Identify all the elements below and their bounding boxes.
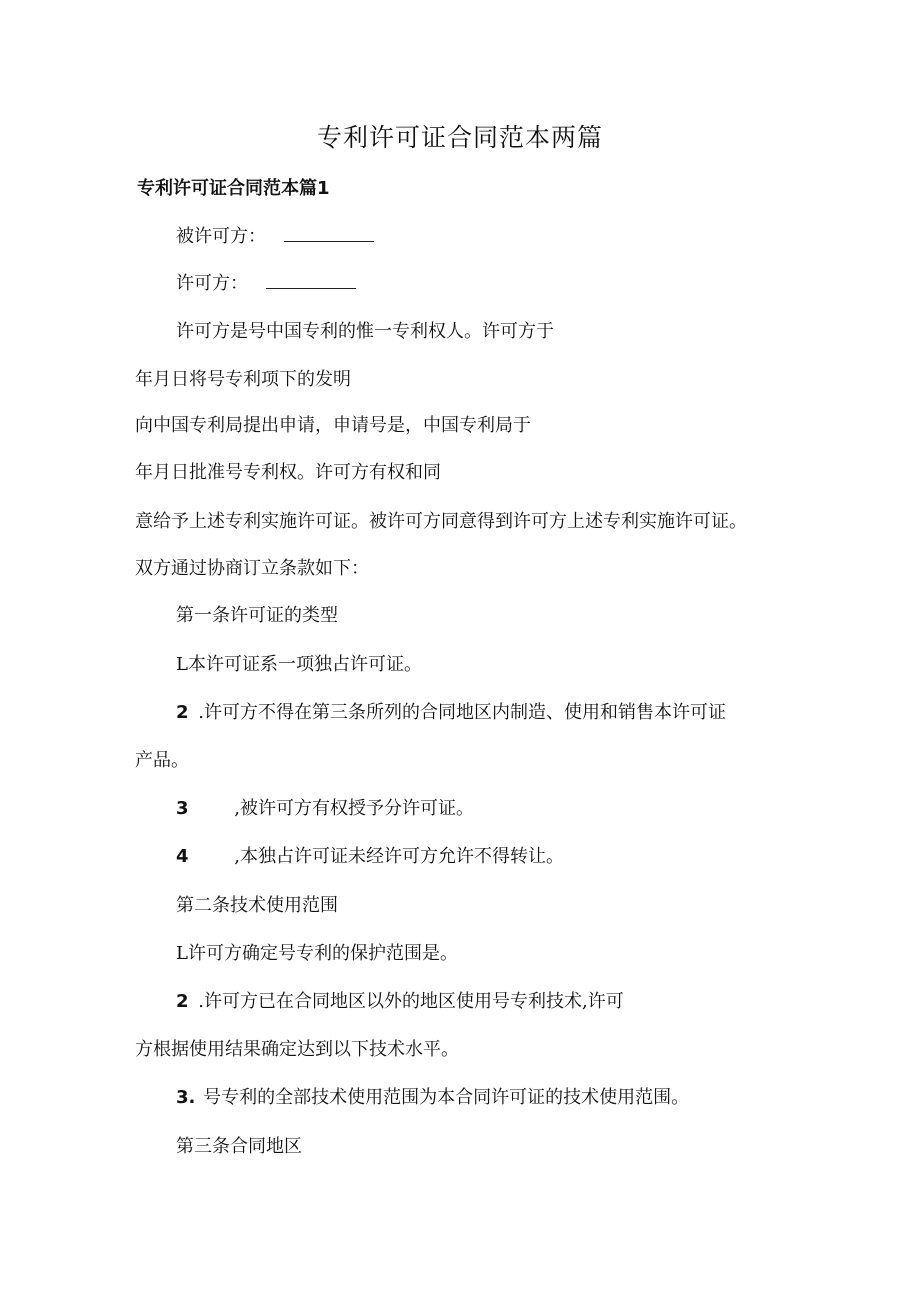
licensor-blank xyxy=(266,272,356,289)
licensor-line xyxy=(176,272,356,296)
licensee-blank xyxy=(284,225,374,242)
article1-item2 xyxy=(176,701,726,725)
paragraph-5: 意给予上述专利实施许可证。被许可方同意得到许可方上述专利实施许可证。 xyxy=(135,511,747,532)
article1-item1: L本许可证系一项独占许可证。 xyxy=(176,654,422,675)
article2-item2 xyxy=(176,990,624,1014)
item-text: ,被许可方有权授予分许可证。 xyxy=(234,798,474,819)
article2-item2-cont: 方根据使用结果确定达到以下技术水平。 xyxy=(135,1039,459,1060)
article2-title: 第二条技术使用范围 xyxy=(176,895,338,916)
licensee-line xyxy=(176,225,374,249)
article1-title: 第一条许可证的类型 xyxy=(176,605,338,626)
paragraph-3: 向中国专利局提出申请，申请号是，中国专利局于 xyxy=(135,415,531,436)
item-number: 2 xyxy=(176,991,189,1012)
item-number: 3 xyxy=(176,798,189,819)
document-title: 专利许可证合同范本两篇 xyxy=(316,123,603,152)
article2-item3 xyxy=(176,1086,689,1110)
item-number: 3. xyxy=(176,1087,196,1108)
article3-title: 第三条合同地区 xyxy=(176,1136,302,1157)
item-number: 4 xyxy=(176,846,189,867)
licensee-label: 被许可方： xyxy=(176,226,266,247)
item-number: 2 xyxy=(176,702,189,723)
item-text: .许可方不得在第三条所列的合同地区内制造、使用和销售本许可证 xyxy=(198,702,726,723)
article1-item2-cont: 产品。 xyxy=(135,750,189,771)
item-text: 号专利的全部技术使用范围为本合同许可证的技术使用范围。 xyxy=(203,1087,690,1108)
paragraph-2: 年月日将号专利项下的发明 xyxy=(135,369,351,390)
section-heading: 专利许可证合同范本篇1 xyxy=(137,178,330,199)
licensor-label: 许可方： xyxy=(176,273,248,294)
article2-item1: L许可方确定号专利的保护范围是。 xyxy=(176,943,458,964)
item-text: ,本独占许可证未经许可方允许不得转让。 xyxy=(234,846,564,867)
paragraph-6: 双方通过协商订立条款如下： xyxy=(135,558,369,579)
article1-item3 xyxy=(176,797,474,821)
paragraph-4: 年月日批准号专利权。许可方有权和同 xyxy=(135,462,441,483)
paragraph-1: 许可方是号中国专利的惟一专利权人。许可方于 xyxy=(176,321,554,342)
article1-item4 xyxy=(176,845,564,869)
item-text: .许可方已在合同地区以外的地区使用号专利技术,许可 xyxy=(198,991,624,1012)
